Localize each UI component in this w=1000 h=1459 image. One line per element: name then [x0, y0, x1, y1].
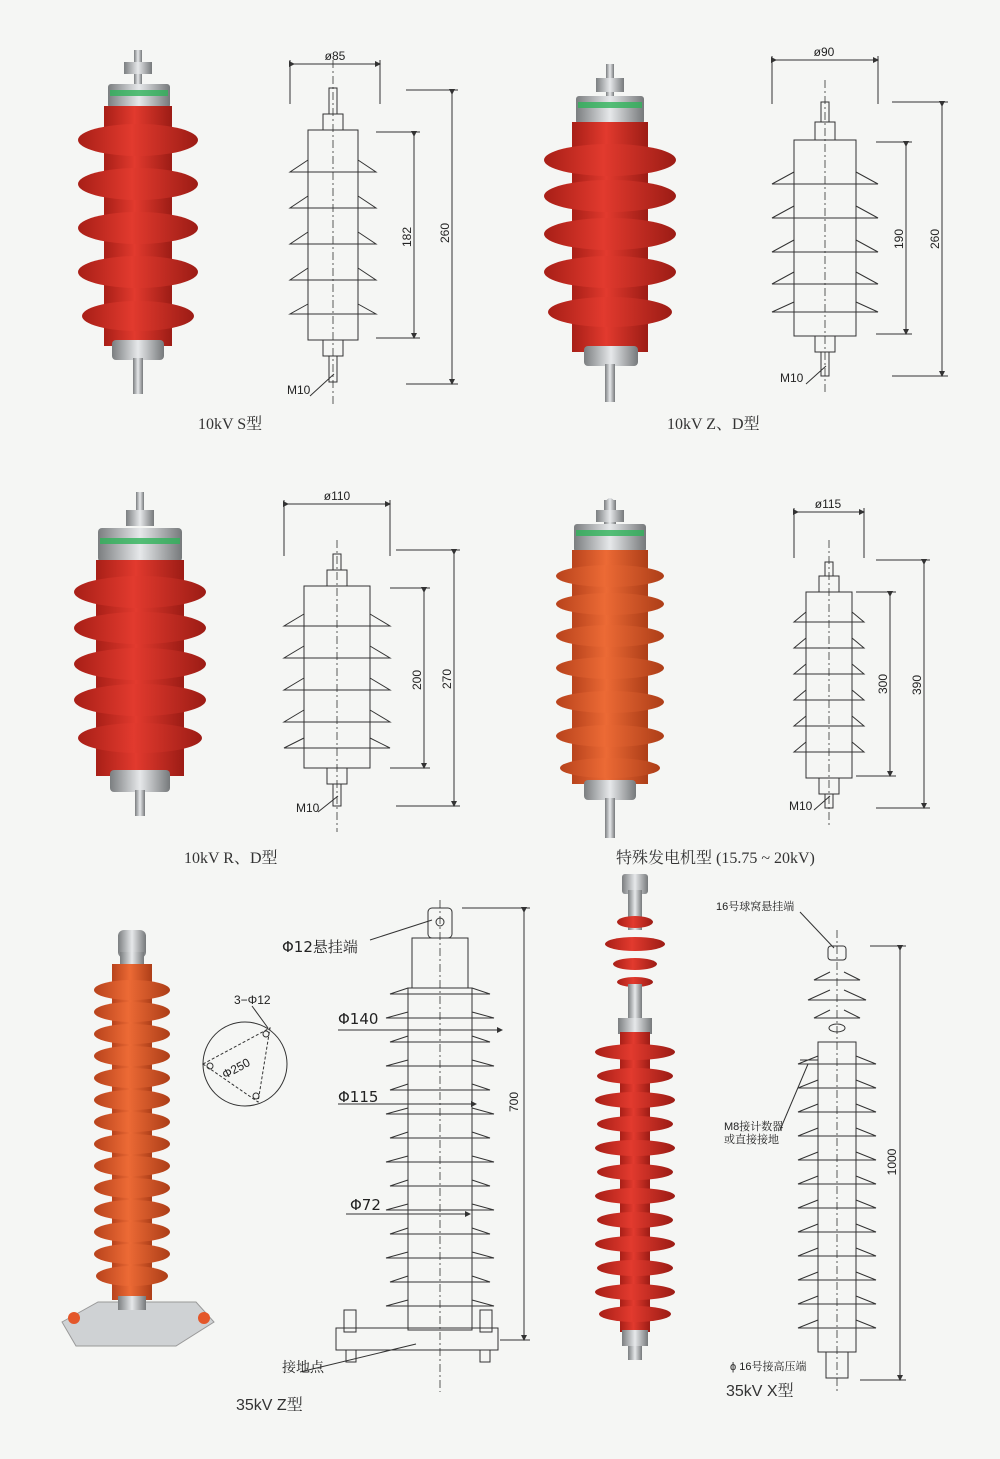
dim-thread: M10 — [780, 371, 804, 385]
ground-point-label: 接地点 — [282, 1359, 324, 1375]
height-1000-label: 1000 — [885, 1148, 899, 1176]
holes-label: 3−Φ12 — [234, 993, 271, 1007]
dim-height-outer: 270 — [440, 668, 454, 690]
dim-diameter: ø90 — [813, 45, 835, 59]
arrester-photo-35kv-z — [62, 930, 214, 1346]
arrester-photo-s — [78, 50, 198, 394]
dim-height-inner: 182 — [400, 226, 414, 248]
arrester-photo-35kv-x — [595, 874, 675, 1360]
circle-diameter-label: Φ250 — [219, 1055, 253, 1082]
drawing-35kv-z — [300, 900, 530, 1392]
dia-115-label: Φ115 — [338, 1088, 379, 1106]
dim-height-inner: 300 — [876, 673, 890, 695]
dim-diameter: ø85 — [324, 49, 346, 63]
dim-diameter: ø115 — [814, 497, 842, 511]
dia-72-label: Φ72 — [350, 1196, 381, 1214]
counter-label-2: 或直接接地 — [724, 1134, 779, 1146]
drawing-generator — [794, 508, 930, 826]
dim-thread: M10 — [789, 799, 813, 813]
caption-10kv-zd: 10kV Z、D型 — [667, 416, 760, 433]
dim-height-inner: 190 — [892, 228, 906, 250]
caption-35kv-x: 35kV X型 — [726, 1383, 794, 1400]
dim-thread: M10 — [296, 801, 320, 815]
arrester-photo-zd — [544, 64, 676, 402]
arrester-photo-rd — [74, 492, 206, 816]
dim-height-outer: 260 — [928, 228, 942, 250]
dim-height-outer: 260 — [438, 222, 452, 244]
counter-label-1: M8接计数器 — [724, 1121, 784, 1133]
drawing-s — [290, 60, 458, 405]
caption-35kv-z: 35kV Z型 — [236, 1397, 303, 1414]
drawing-rd — [284, 500, 460, 832]
hang-end-label: Φ12悬挂端 — [282, 938, 358, 956]
arrester-photo-generator — [556, 498, 664, 838]
dim-height-outer: 390 — [910, 674, 924, 696]
caption-10kv-s: 10kV S型 — [198, 416, 263, 433]
drawing-zd — [772, 56, 948, 395]
height-700-label: 700 — [507, 1091, 521, 1113]
dim-diameter: ø110 — [323, 489, 351, 503]
caption-10kv-rd: 10kV R、D型 — [184, 850, 278, 867]
dia-140-label: Φ140 — [338, 1010, 379, 1028]
caption-generator: 特殊发电机型 (15.75 ~ 20kV) — [616, 850, 815, 867]
ball-socket-label: 16号球窝悬挂端 — [716, 901, 795, 913]
dim-height-inner: 200 — [410, 669, 424, 691]
dim-thread: M10 — [287, 383, 311, 397]
hv-terminal-label: ϕ 16号接高压端 — [730, 1361, 807, 1373]
